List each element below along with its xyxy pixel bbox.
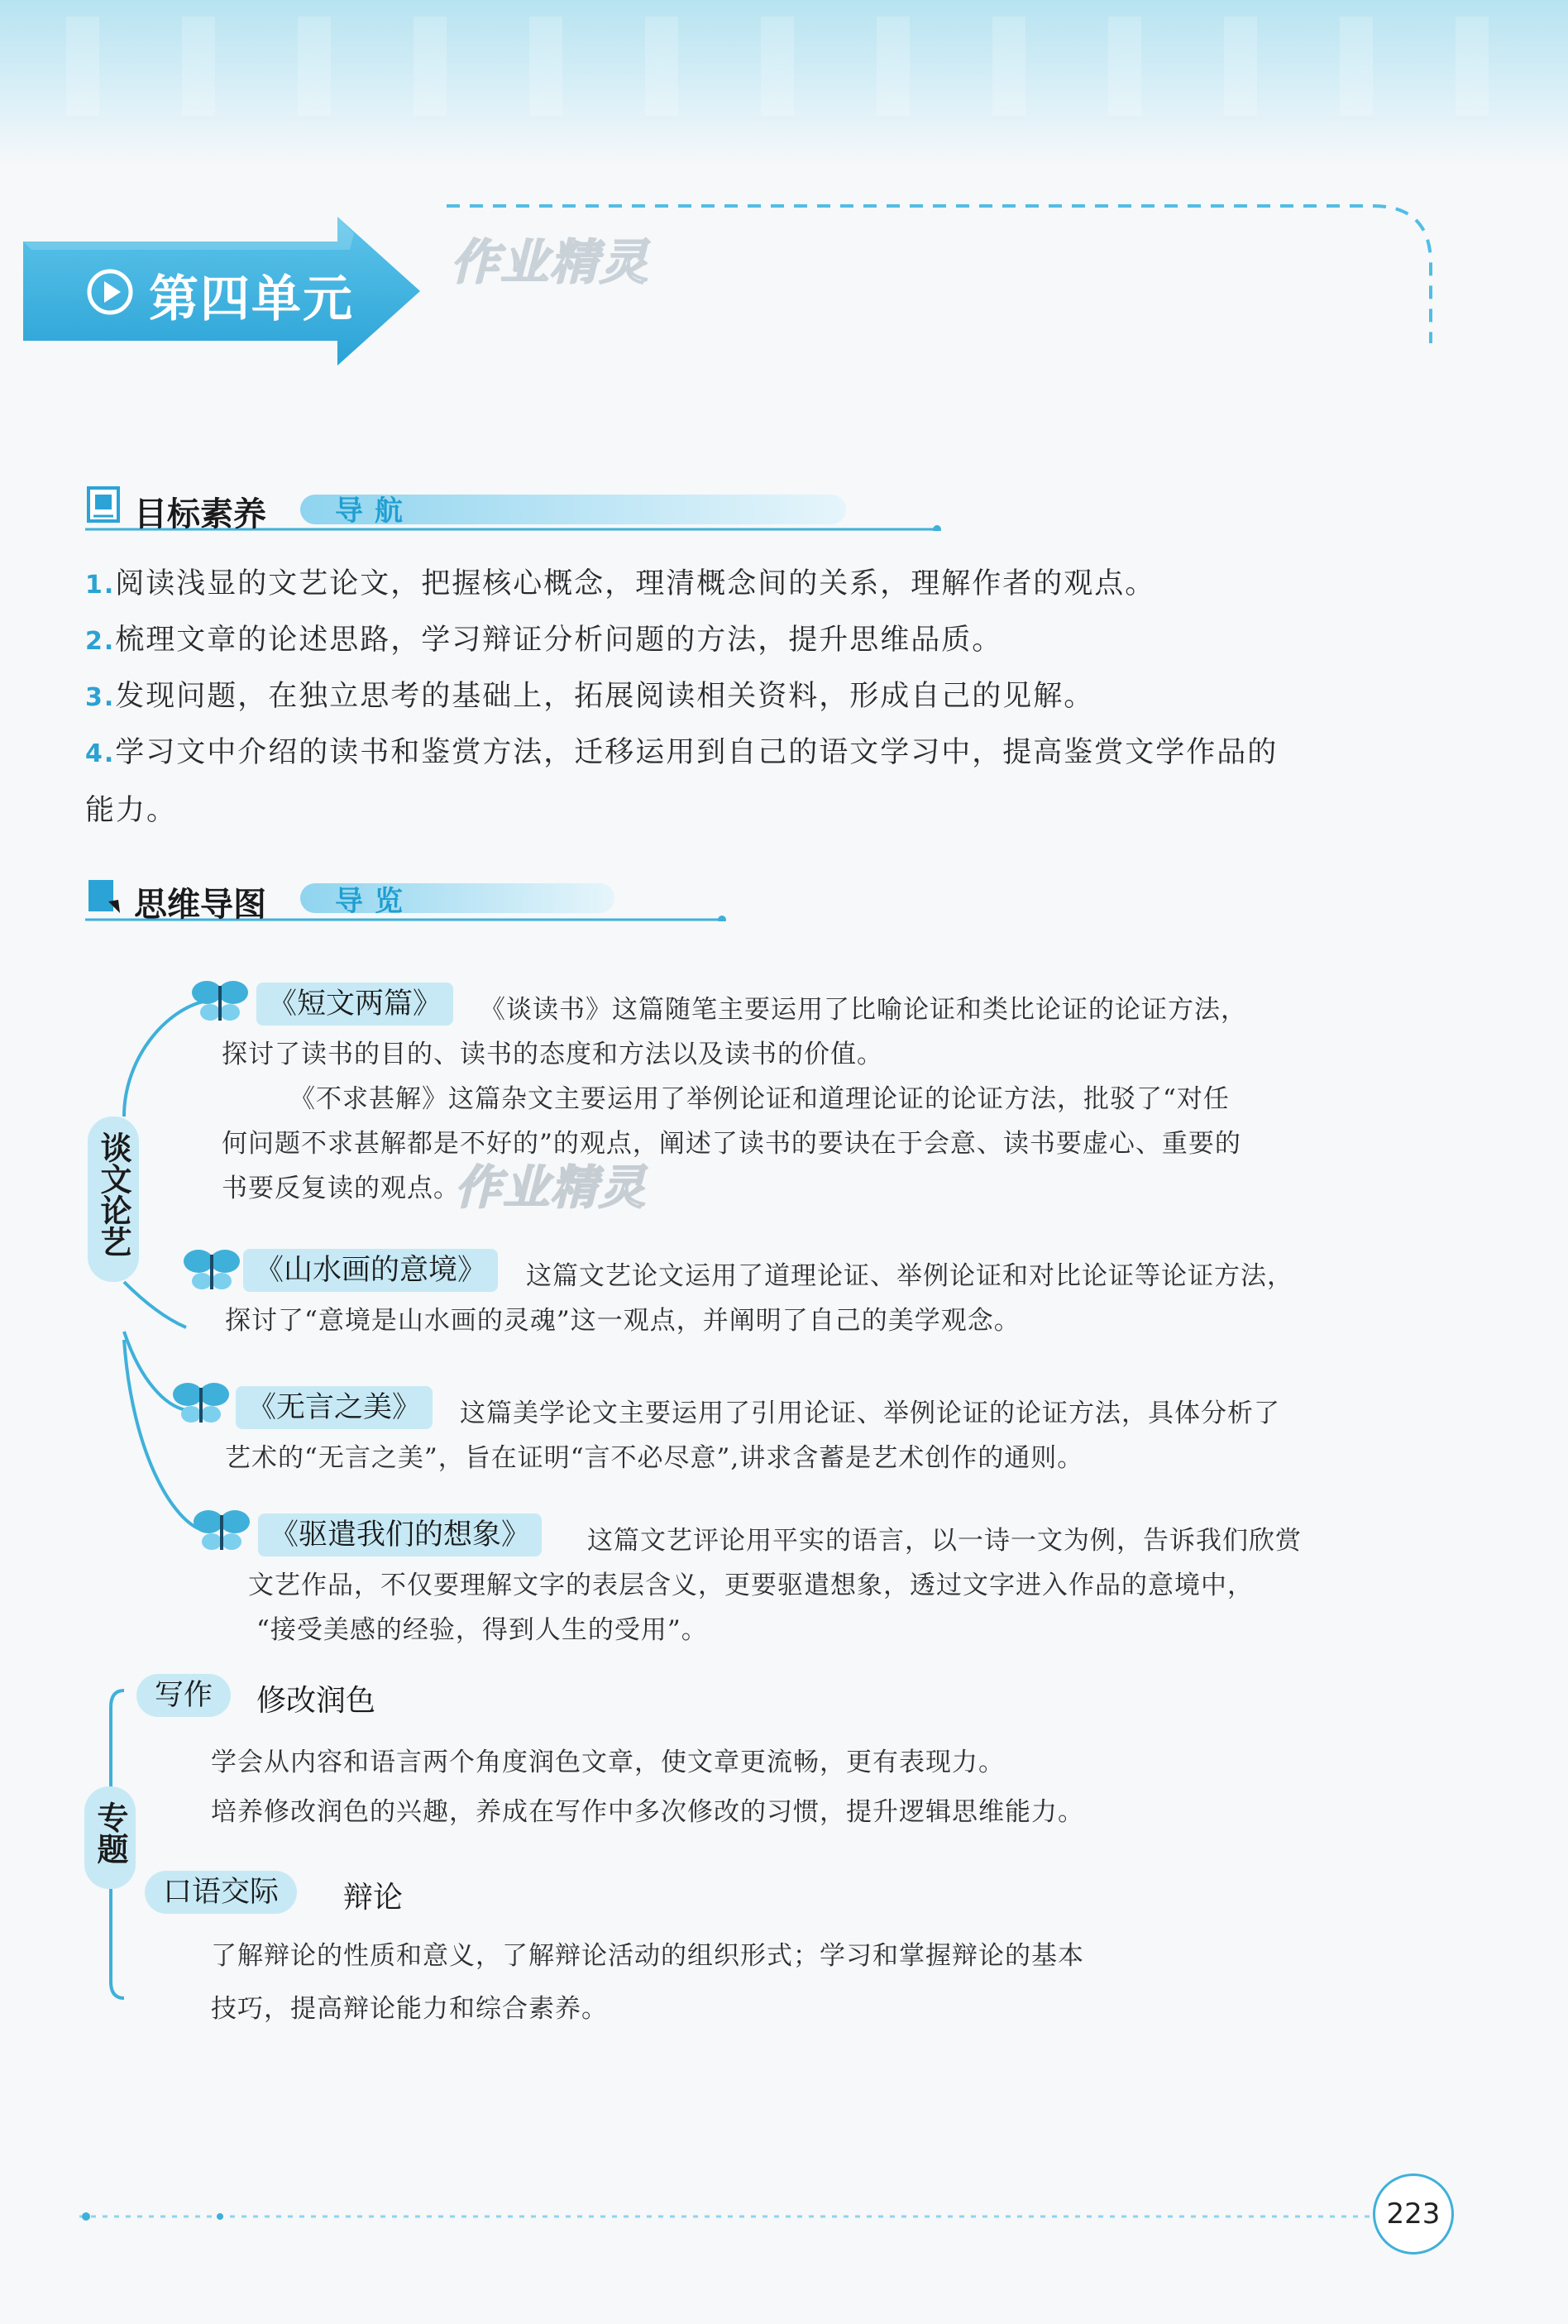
book-desc-line: 《不求甚解》这篇杂文主要运用了举例论证和道理论证的论证方法，批驳了“对任 — [289, 1084, 1230, 1114]
group-label-special: 专题 — [84, 1786, 136, 1889]
book-desc-line: 这篇美学论文主要运用了引用论证、举例论证的论证方法，具体分析了 — [460, 1399, 1280, 1428]
book-title-pill: 《无言之美》 — [236, 1386, 433, 1429]
writing-desc-line: 学会从内容和语言两个角度润色文章，使文章更流畅，更有表现力。 — [211, 1748, 1005, 1777]
goal-number: 4. — [85, 739, 116, 768]
unit-title: 第四单元 — [149, 270, 354, 328]
footer-line — [79, 2192, 1485, 2241]
goal-item — [85, 556, 1441, 614]
banner-stripes — [66, 17, 1522, 116]
writing-topic: 修改润色 — [256, 1684, 376, 1718]
book-desc-line: 这篇文艺论文运用了道理论证、举例论证和对比论证等论证方法， — [526, 1261, 1293, 1291]
writing-desc-line: 培养修改润色的兴趣，养成在写作中多次修改的习惯，提升逻辑思维能力。 — [211, 1797, 1084, 1827]
goal-text: 发现问题，在独立思考的基础上，拓展阅读相关资料，形成自己的见解。 — [115, 680, 1095, 713]
oral-topic: 辩论 — [343, 1881, 404, 1915]
page-number: 223 — [1373, 2173, 1454, 2255]
book-desc-line: 艺术的“无言之美”，旨在证明“言不必尽意”,讲求含蓄是艺术创作的通则。 — [225, 1443, 1084, 1473]
book-title-pill: 《短文两篇》 — [256, 983, 453, 1026]
goal-number: 2. — [85, 627, 116, 656]
writing-tag: 写作 — [136, 1674, 231, 1717]
goals-subtitle: 导航 — [335, 495, 414, 528]
goal-item — [85, 612, 1441, 670]
book-desc-line: 《谈读书》这篇随笔主要运用了比喻论证和类比论证的论证方法， — [480, 995, 1247, 1025]
goal-continuation: 能力。 — [85, 794, 178, 827]
goal-text: 梳理文章的论述思路，学习辩证分析问题的方法，提升思维品质。 — [115, 624, 1003, 657]
butterfly-icon — [180, 1243, 243, 1298]
watermark: 作业精灵 — [455, 1161, 647, 1215]
goal-item — [85, 668, 1441, 726]
goal-item — [85, 724, 1441, 782]
group-label-tan-wen-lun-yi: 谈文论艺 — [88, 1117, 139, 1282]
book-desc-line: 文艺作品，不仅要理解文字的表层含义，更要驱遣想象，透过文字进入作品的意境中， — [248, 1571, 1254, 1600]
book-title-pill: 《山水画的意境》 — [243, 1249, 498, 1292]
butterfly-icon — [190, 1504, 253, 1558]
mindmap-title: 思维导图 — [134, 886, 266, 924]
butterfly-icon — [189, 974, 251, 1029]
mindmap-subtitle: 导览 — [335, 885, 414, 918]
watermark: 作业精灵 — [451, 234, 650, 290]
book-desc-line: 探讨了读书的目的、读书的态度和方法以及读书的价值。 — [222, 1040, 883, 1069]
goal-number: 1. — [85, 571, 116, 600]
goal-number: 3. — [85, 683, 116, 712]
book-desc-line: 探讨了“意境是山水画的灵魂”这一观点，并阐明了自己的美学观念。 — [225, 1306, 1021, 1336]
oral-desc-line: 了解辩论的性质和意义，了解辩论活动的组织形式；学习和掌握辩论的基本 — [211, 1941, 1084, 1971]
book-title-pill: 《驱遣我们的想象》 — [258, 1513, 542, 1557]
book-desc-line: 书要反复读的观点。 — [222, 1174, 460, 1203]
book-icon — [85, 486, 123, 524]
map-icon — [85, 877, 123, 915]
book-desc-line: 何问题不求甚解都是不好的”的观点，阐述了读书的要诀在于会意、读书要虚心、重要的 — [222, 1129, 1241, 1159]
book-desc-line: “接受美感的经验，得到人生的受用”。 — [256, 1615, 708, 1645]
goal-text: 学习文中介绍的读书和鉴赏方法，迁移运用到自己的语文学习中，提高鉴赏文学作品的 — [115, 736, 1279, 769]
oral-tag: 口语交际 — [145, 1871, 297, 1914]
goal-text: 阅读浅显的文艺论文，把握核心概念，理清概念间的关系，理解作者的观点。 — [115, 567, 1156, 600]
oral-desc-line: 技巧，提高辩论能力和综合素养。 — [211, 1994, 608, 2024]
book-desc-line: 这篇文艺评论用平实的语言，以一诗一文为例，告诉我们欣赏 — [587, 1526, 1302, 1556]
butterfly-icon — [170, 1376, 232, 1431]
play-icon — [86, 268, 134, 316]
goals-title: 目标素养 — [134, 495, 266, 533]
